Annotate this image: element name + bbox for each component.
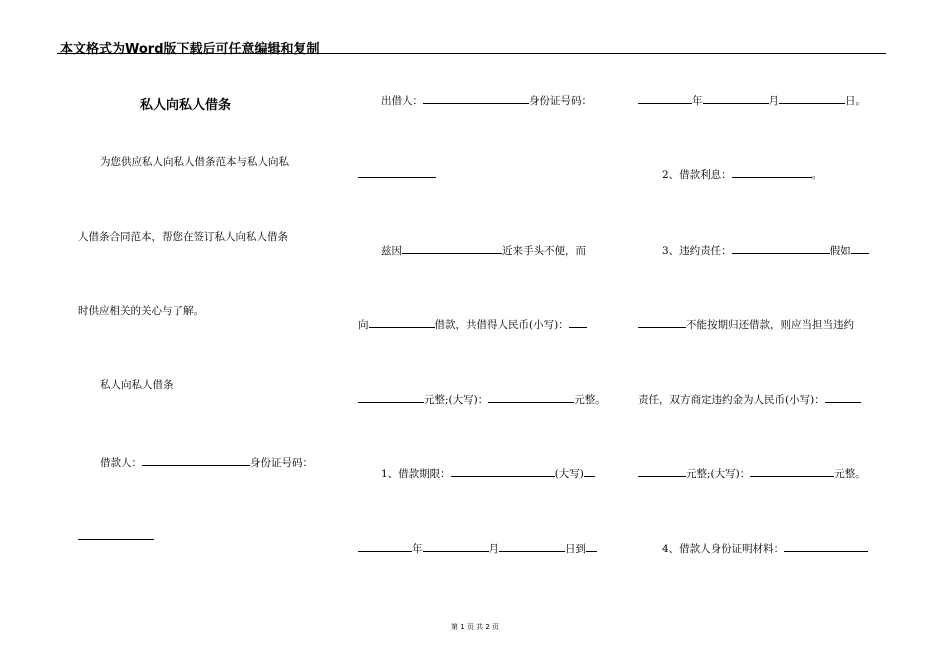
start-month-blank bbox=[423, 540, 489, 552]
borrower-blank bbox=[142, 454, 250, 466]
intro-line-1: 为您供应私人向私人借条范本与私人向私 bbox=[100, 156, 289, 168]
end-blank bbox=[586, 540, 597, 552]
lender-blank bbox=[423, 92, 529, 104]
reason-line bbox=[381, 242, 586, 258]
penalty-lower-blank bbox=[638, 465, 686, 477]
liability-text: 不能按期归还借款，则应当担当违约 bbox=[686, 319, 854, 331]
interest-end: 。 bbox=[811, 169, 823, 181]
term-line bbox=[381, 465, 595, 481]
term-blank bbox=[451, 465, 555, 477]
reason-blank bbox=[402, 242, 502, 254]
header-rule bbox=[57, 53, 886, 54]
borrow-amount-label: 借款，共借得人民币(小写)： bbox=[434, 319, 569, 331]
end-year: 年 bbox=[692, 95, 703, 107]
id-material-blank bbox=[784, 540, 868, 552]
borrow-amount-blank bbox=[569, 316, 587, 328]
start-day-blank bbox=[499, 540, 565, 552]
borrower-id-label: 身份证号码： bbox=[250, 457, 313, 469]
liability-blank bbox=[732, 242, 830, 254]
borrow-from-blank bbox=[369, 316, 435, 328]
liability-if: 假如 bbox=[829, 245, 851, 257]
borrow-line bbox=[358, 316, 587, 332]
start-month: 月 bbox=[488, 543, 499, 555]
lender-id-blank bbox=[358, 166, 436, 178]
amount-upper-blank bbox=[488, 391, 574, 403]
end-day-blank bbox=[779, 92, 845, 104]
borrower-label: 借款人： bbox=[100, 457, 142, 469]
borrower-id-line bbox=[78, 528, 154, 544]
amount-end: 元整。 bbox=[574, 394, 606, 406]
amount-upper-label: 元整;(大写)： bbox=[424, 394, 489, 406]
amount-lower-blank bbox=[358, 391, 424, 403]
liability-party-blank bbox=[638, 316, 686, 328]
intro-line-3: 时供应相关的关心与了解。 bbox=[78, 305, 204, 317]
interest-line bbox=[662, 166, 822, 182]
lender-id-line bbox=[358, 166, 436, 182]
interest-label: 2、借款利息： bbox=[662, 169, 732, 181]
end-month-blank bbox=[703, 92, 769, 104]
end-year-blank bbox=[638, 92, 692, 104]
amount-line bbox=[358, 391, 606, 407]
section-subtitle: 私人向私人借条 bbox=[100, 379, 174, 391]
borrower-line bbox=[100, 454, 313, 470]
borrow-start: 向 bbox=[358, 319, 369, 331]
lender-id-label: 身份证号码： bbox=[529, 95, 592, 107]
end-day: 日。 bbox=[845, 95, 866, 107]
liability-text-line bbox=[638, 316, 854, 332]
penalty-upper-label: 元整;(大写)： bbox=[686, 468, 751, 480]
lender-label: 出借人： bbox=[381, 95, 423, 107]
penalty-text: 责任，双方商定违约金为人民币(小写)： bbox=[638, 394, 825, 406]
start-year-blank bbox=[358, 540, 412, 552]
penalty-blank bbox=[825, 391, 861, 403]
liability-label: 3、违约责任： bbox=[662, 245, 732, 257]
start-day-to: 日到 bbox=[565, 543, 586, 555]
interest-blank bbox=[732, 166, 812, 178]
term-date-line bbox=[358, 540, 597, 556]
end-month: 月 bbox=[768, 95, 779, 107]
penalty-upper-blank bbox=[750, 465, 834, 477]
page-footer: 第 1 页 共 2 页 bbox=[450, 623, 500, 631]
lender-line bbox=[381, 92, 592, 108]
reason-start: 兹因 bbox=[381, 245, 402, 257]
id-material-label: 4、借款人身份证明材料： bbox=[662, 543, 785, 555]
penalty-end: 元整。 bbox=[834, 468, 866, 480]
start-year: 年 bbox=[412, 543, 423, 555]
term-daxie-blank bbox=[584, 465, 595, 477]
intro-line-2: 人借条合同范本，帮您在签订私人向私人借条 bbox=[78, 231, 288, 243]
penalty-line bbox=[638, 391, 861, 407]
end-date-line bbox=[638, 92, 866, 108]
penalty-amount-line bbox=[638, 465, 866, 481]
term-daxie: (大写) bbox=[554, 468, 584, 480]
id-material-line bbox=[662, 540, 868, 556]
term-label: 1、借款期限： bbox=[381, 468, 451, 480]
reason-end: 近来手头不便，而 bbox=[502, 245, 586, 257]
liability-line bbox=[662, 242, 869, 258]
borrower-id-blank bbox=[78, 528, 154, 540]
document-header: 本文格式为Word版下载后可任意编辑和复制 bbox=[60, 42, 320, 57]
document-title: 私人向私人借条 bbox=[140, 98, 232, 113]
liability-if-blank bbox=[851, 242, 869, 254]
